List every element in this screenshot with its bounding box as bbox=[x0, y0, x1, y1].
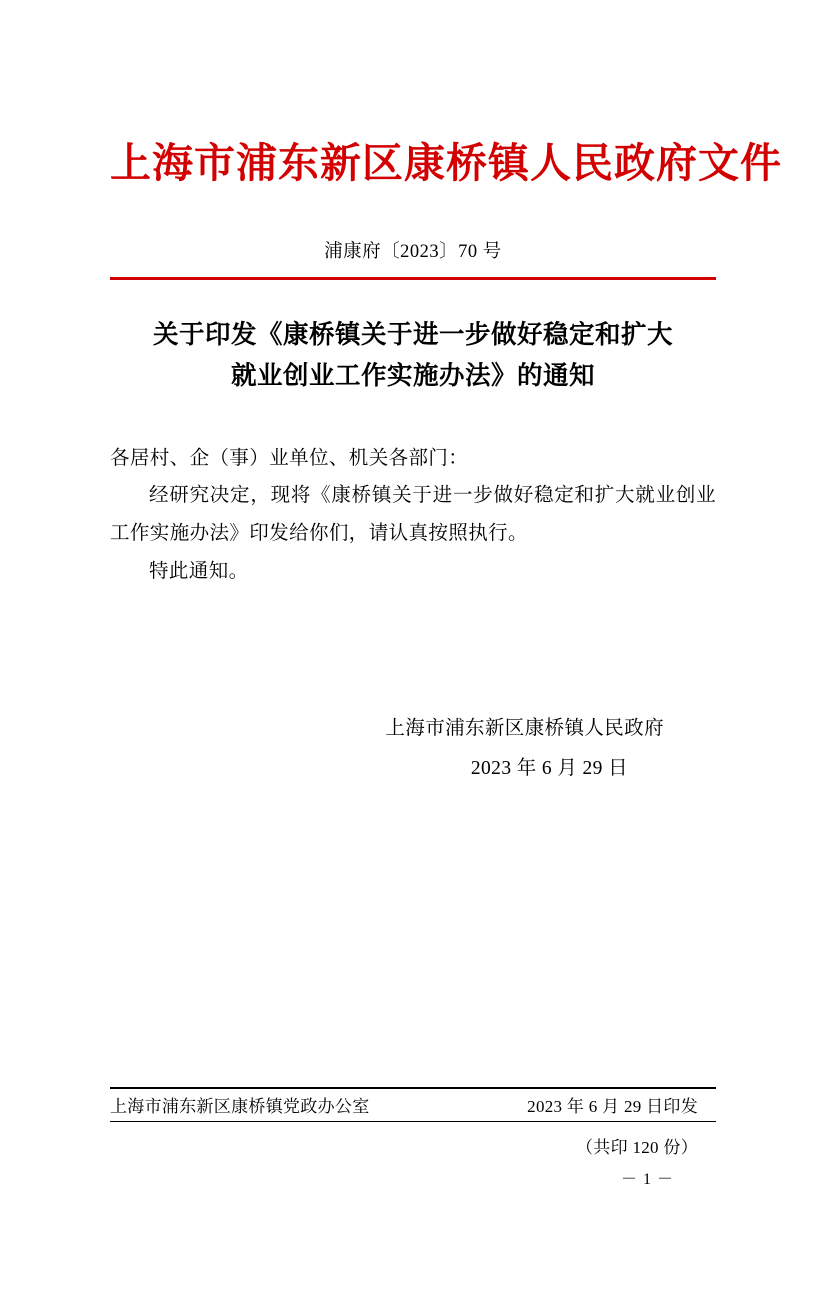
document-number: 浦康府〔2023〕70 号 bbox=[324, 242, 502, 263]
footer-divider-bottom bbox=[110, 1121, 716, 1123]
signature-organization: 上海市浦东新区康桥镇人民政府 bbox=[385, 718, 664, 740]
page-number: － 1 － bbox=[620, 1171, 674, 1188]
footer-issuing-office: 上海市浦东新区康桥镇党政办公室 bbox=[110, 1096, 370, 1116]
red-divider-rule bbox=[110, 277, 716, 280]
footer-row bbox=[110, 1089, 716, 1121]
document-page bbox=[0, 138, 826, 1307]
document-footer bbox=[110, 1087, 716, 1189]
document-title-line-2: 就业创业工作实施办法》的通知 bbox=[230, 361, 595, 391]
document-salutation: 各居村、企（事）业单位、机关各部门： bbox=[110, 448, 469, 470]
document-signature-block bbox=[110, 709, 716, 789]
footer-print-count: （共印 120 份） bbox=[576, 1138, 698, 1157]
footer-issue-date: 2023 年 6 月 29 日印发 bbox=[527, 1096, 698, 1116]
document-masthead-title: 上海市浦东新区康桥镇人民政府文件 bbox=[110, 140, 782, 186]
document-paragraph-2: 特此通知。 bbox=[149, 561, 249, 583]
document-paragraph-1: 经研究决定，现将《康桥镇关于进一步做好稳定和扩大就业创业工作实施办法》印发给你们，请认真按照执行。 bbox=[110, 485, 716, 545]
document-title bbox=[110, 314, 716, 397]
signature-date: 2023 年 6 月 29 日 bbox=[470, 758, 628, 780]
document-title-line-1: 关于印发《康桥镇关于进一步做好稳定和扩大 bbox=[152, 319, 673, 349]
